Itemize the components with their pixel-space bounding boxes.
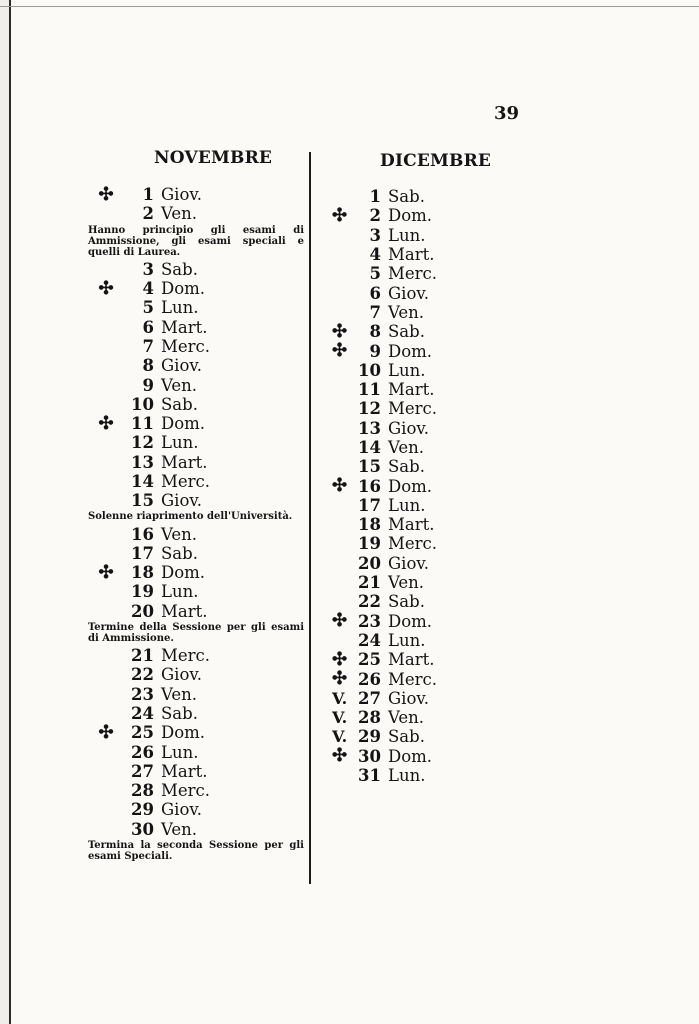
day-name: Lun.	[388, 495, 426, 515]
day-row	[330, 322, 530, 341]
day-name: Sab.	[388, 457, 425, 477]
day-name: Mart.	[388, 515, 435, 535]
day-name: Giov.	[161, 491, 203, 511]
day-row	[330, 727, 530, 746]
cross-icon: ✣	[98, 561, 114, 583]
day-number: 23	[358, 611, 381, 631]
day-name: Lun.	[161, 433, 199, 453]
day-row	[330, 419, 530, 438]
day-name: Mart.	[388, 245, 435, 265]
day-row	[330, 303, 530, 322]
day-name: Sab.	[161, 543, 198, 563]
day-number: 16	[131, 524, 154, 544]
day-row	[88, 762, 304, 781]
day-name: Dom.	[388, 746, 433, 766]
day-row	[88, 524, 304, 543]
day-name: Dom.	[388, 476, 433, 496]
day-number: 18	[131, 563, 154, 583]
day-number: 24	[358, 630, 381, 650]
day-name: Dom.	[388, 206, 433, 226]
day-number: 27	[131, 761, 154, 781]
day-number: 22	[131, 665, 154, 685]
day-note: Termine della Sessione per gli esami di Ammissione.	[88, 621, 304, 644]
day-number: 19	[358, 534, 381, 554]
day-row	[88, 337, 304, 356]
day-name: Sab.	[161, 703, 198, 723]
day-row	[88, 582, 304, 601]
day-row	[88, 781, 304, 800]
day-name: Lun.	[388, 766, 426, 786]
day-row	[330, 361, 530, 380]
day-number: 28	[358, 708, 381, 728]
day-number: 20	[131, 601, 154, 621]
day-row	[330, 689, 530, 708]
day-row	[330, 650, 530, 669]
day-number: 29	[358, 727, 381, 747]
day-row	[330, 341, 530, 360]
day-number: 6	[142, 317, 154, 337]
day-row	[88, 279, 304, 298]
day-number: 21	[358, 573, 381, 593]
day-name: Lun.	[388, 225, 426, 245]
dicembre-day-list	[330, 187, 530, 785]
day-number: 22	[358, 592, 381, 612]
cross-icon: ✣	[332, 648, 348, 670]
day-row	[88, 375, 304, 394]
day-row	[330, 612, 530, 631]
day-row	[88, 544, 304, 563]
day-name: Giov.	[388, 688, 430, 708]
day-row	[88, 800, 304, 819]
cross-icon: ✣	[332, 610, 348, 632]
day-row	[88, 602, 304, 621]
day-row	[330, 669, 530, 688]
day-name: Ven.	[388, 438, 425, 457]
day-row	[330, 245, 530, 264]
day-name: Dom.	[161, 723, 206, 743]
day-name: Lun.	[161, 298, 199, 318]
day-number: 2	[142, 204, 154, 224]
day-name: Sab.	[388, 592, 425, 612]
cross-icon: ✣	[332, 668, 348, 690]
day-row	[330, 515, 530, 534]
day-number: 29	[131, 800, 154, 820]
day-name: Ven.	[388, 573, 425, 593]
page-top-edge	[0, 0, 699, 7]
day-name: Sab.	[161, 394, 198, 414]
day-number: 11	[131, 414, 154, 434]
day-number: 18	[358, 515, 381, 535]
day-name: Ven.	[161, 684, 198, 704]
vigil-mark: V.	[332, 688, 348, 708]
day-number: 4	[369, 245, 381, 265]
day-name: Mart.	[388, 380, 435, 400]
day-number: 9	[142, 375, 154, 395]
day-row	[330, 631, 530, 650]
day-number: 13	[131, 452, 154, 472]
day-name: Merc.	[161, 781, 211, 801]
day-row	[88, 356, 304, 375]
day-name: Merc.	[388, 534, 438, 554]
day-number: 3	[142, 259, 154, 279]
day-number: 7	[369, 302, 381, 322]
day-name: Sab.	[161, 259, 198, 279]
day-number: 8	[142, 356, 154, 376]
day-number: 5	[369, 264, 381, 284]
day-row	[330, 457, 530, 476]
cross-icon: ✣	[332, 204, 348, 226]
day-number: 10	[358, 360, 381, 380]
day-row	[88, 472, 304, 491]
cross-icon: ✣	[332, 745, 348, 767]
day-number: 24	[131, 703, 154, 723]
day-number: 20	[358, 553, 381, 573]
day-number: 15	[131, 491, 154, 511]
day-name: Mart.	[161, 452, 208, 472]
day-number: 21	[131, 646, 154, 666]
day-row	[88, 491, 304, 510]
day-number: 30	[358, 746, 381, 766]
day-name: Giov.	[388, 283, 430, 303]
day-row	[88, 665, 304, 684]
day-number: 4	[142, 279, 154, 299]
day-row	[330, 206, 530, 225]
day-row	[88, 742, 304, 761]
day-row	[88, 260, 304, 279]
day-number: 1	[142, 185, 154, 205]
day-number: 25	[358, 650, 381, 670]
cross-icon: ✣	[98, 412, 114, 434]
day-name: Ven.	[161, 524, 198, 544]
day-row	[88, 298, 304, 317]
day-row	[88, 646, 304, 665]
day-number: 2	[369, 206, 381, 226]
day-name: Giov.	[161, 185, 203, 205]
day-number: 31	[358, 766, 381, 786]
day-row	[88, 414, 304, 433]
day-row	[330, 399, 530, 418]
day-name: Lun.	[161, 742, 199, 762]
day-row	[330, 264, 530, 283]
day-name: Dom.	[388, 341, 433, 361]
day-number: 16	[358, 476, 381, 496]
day-name: Mart.	[161, 601, 208, 621]
day-name: Giov.	[388, 418, 430, 438]
day-number: 19	[131, 582, 154, 602]
day-name: Sab.	[388, 727, 425, 747]
day-name: Merc.	[161, 646, 211, 666]
day-row	[88, 820, 304, 839]
day-name: Merc.	[388, 669, 438, 689]
vigil-mark: V.	[332, 708, 348, 728]
day-name: Giov.	[161, 800, 203, 820]
day-row	[330, 708, 530, 727]
day-row	[88, 563, 304, 582]
day-row	[88, 395, 304, 414]
day-row	[88, 433, 304, 452]
day-number: 5	[142, 298, 154, 318]
cross-icon: ✣	[332, 320, 348, 342]
day-name: Sab.	[388, 322, 425, 342]
day-row	[88, 204, 304, 223]
day-name: Merc.	[161, 336, 211, 356]
day-row	[330, 283, 530, 302]
day-number: 30	[131, 819, 154, 839]
day-row	[330, 592, 530, 611]
day-number: 8	[369, 322, 381, 342]
cross-icon: ✣	[332, 340, 348, 362]
day-number: 23	[131, 684, 154, 704]
day-note: Termina la seconda Sessione per gli esami Speciali.	[88, 839, 304, 862]
day-name: Dom.	[161, 563, 206, 583]
day-number: 17	[131, 543, 154, 563]
day-name: Merc.	[388, 399, 438, 419]
day-row	[330, 534, 530, 553]
day-name: Mart.	[161, 317, 208, 337]
day-note: Solenne riaprimento dell'Università.	[88, 511, 293, 523]
day-number: 14	[358, 438, 381, 457]
day-row	[88, 704, 304, 723]
day-number: 3	[369, 225, 381, 245]
day-number: 11	[358, 380, 381, 400]
novembre-title: NOVEMBRE	[154, 148, 273, 168]
day-name: Ven.	[161, 375, 198, 395]
cross-icon: ✣	[98, 721, 114, 743]
day-name: Merc.	[388, 264, 438, 284]
day-name: Dom.	[161, 279, 206, 299]
day-number: 26	[131, 742, 154, 762]
day-name: Giov.	[161, 356, 203, 376]
day-name: Ven.	[388, 708, 425, 728]
day-number: 27	[358, 688, 381, 708]
cross-icon: ✣	[98, 183, 114, 205]
day-row	[330, 766, 530, 785]
day-row	[330, 747, 530, 766]
day-row	[330, 438, 530, 457]
day-number: 6	[369, 283, 381, 303]
day-number: 7	[142, 336, 154, 356]
cross-icon: ✣	[98, 277, 114, 299]
day-row	[330, 496, 530, 515]
day-name: Mart.	[388, 650, 435, 670]
day-number: 12	[131, 433, 154, 453]
column-divider	[309, 152, 311, 884]
page-edge	[0, 0, 11, 1024]
day-name: Mart.	[161, 761, 208, 781]
day-row	[330, 187, 530, 206]
dicembre-title: DICEMBRE	[380, 151, 492, 171]
day-name: Sab.	[388, 187, 425, 207]
page-number: 39	[494, 103, 520, 124]
day-row	[330, 554, 530, 573]
day-name: Dom.	[161, 414, 206, 434]
day-number: 1	[369, 187, 381, 207]
day-row	[330, 573, 530, 592]
day-name: Lun.	[388, 360, 426, 380]
day-name: Lun.	[388, 630, 426, 650]
day-number: 10	[131, 394, 154, 414]
day-number: 14	[131, 472, 154, 491]
day-name: Merc.	[161, 472, 211, 491]
vigil-mark: V.	[332, 727, 348, 747]
day-row	[88, 317, 304, 336]
day-name: Ven.	[161, 819, 198, 839]
day-number: 9	[369, 341, 381, 361]
day-number: 17	[358, 495, 381, 515]
day-number: 26	[358, 669, 381, 689]
day-row	[88, 185, 304, 204]
day-name: Dom.	[388, 611, 433, 631]
day-name: Ven.	[161, 204, 198, 224]
day-name: Giov.	[161, 665, 203, 685]
day-number: 15	[358, 457, 381, 477]
day-name: Lun.	[161, 582, 199, 602]
day-row	[330, 380, 530, 399]
day-row	[88, 685, 304, 704]
day-number: 25	[131, 723, 154, 743]
day-number: 12	[358, 399, 381, 419]
day-note: Hanno principio gli esami di Ammissione, gli esami speciali e quelli di Laurea.	[88, 224, 304, 258]
day-name: Ven.	[388, 302, 425, 322]
day-row	[330, 476, 530, 495]
day-row	[88, 723, 304, 742]
day-name: Giov.	[388, 553, 430, 573]
cross-icon: ✣	[332, 475, 348, 497]
day-number: 28	[131, 781, 154, 801]
day-number: 13	[358, 418, 381, 438]
novembre-day-list	[88, 185, 304, 864]
day-row	[330, 226, 530, 245]
day-row	[88, 453, 304, 472]
